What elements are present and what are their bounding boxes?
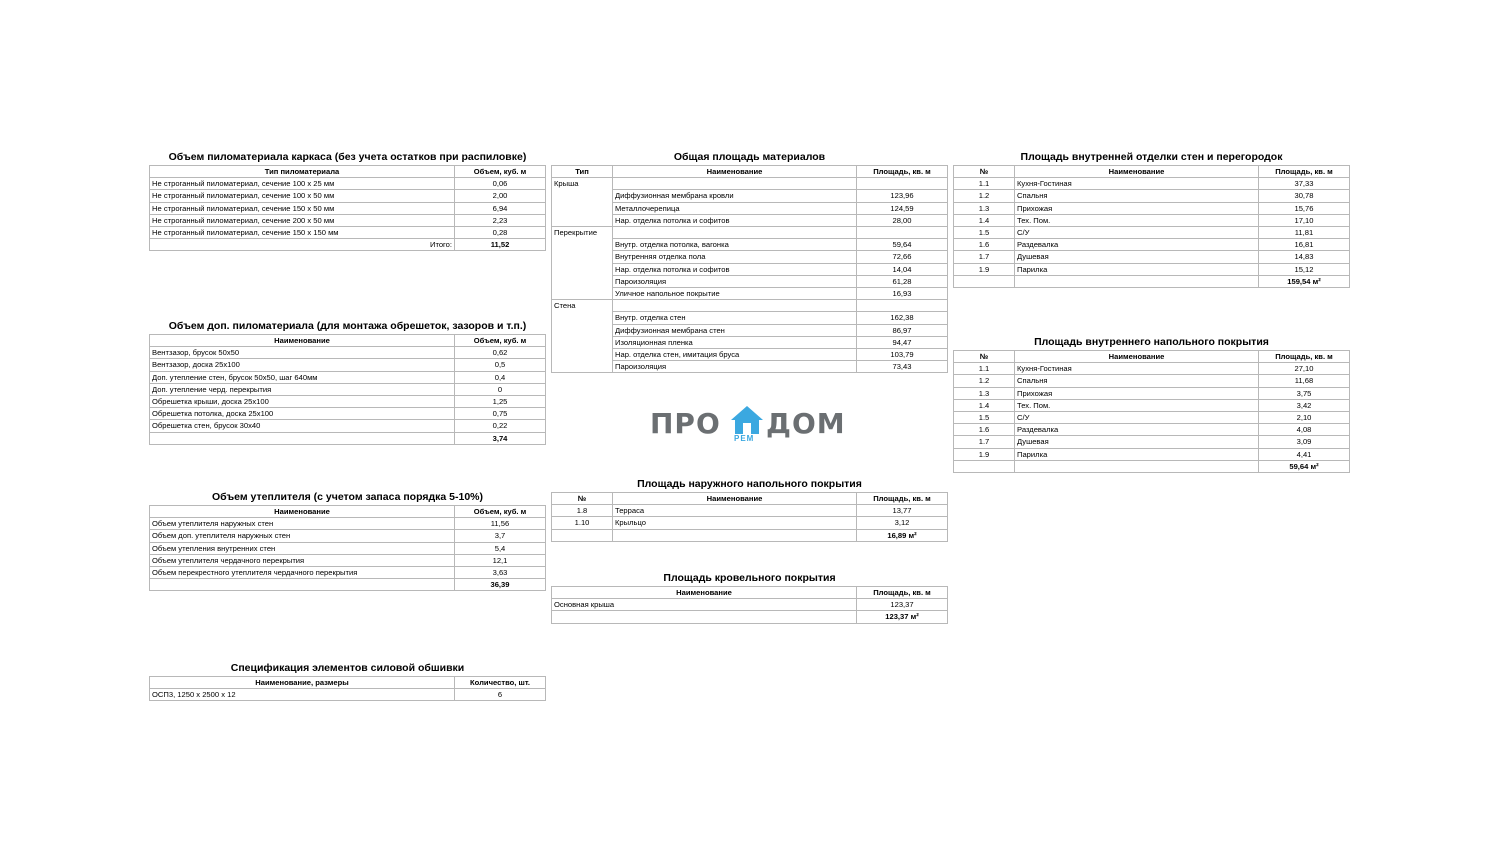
total-row [150,432,546,444]
group-type: Крыша [552,178,613,190]
total-value: 16,89 м² [857,529,948,541]
table-row: Основная крыша 123,37 [552,599,948,611]
column-header: № [552,493,613,505]
column-header: Наименование [150,506,455,518]
table-row: Пароизоляция 61,28 [552,275,948,287]
column-header: Площадь, кв. м [857,587,948,599]
table-row: Не строганный пиломатериал, сечение 150 х 150 мм 0,28 [150,227,546,239]
table-row: Внутр. отделка стен 162,38 [552,312,948,324]
extra-volume-table [149,334,546,445]
table-row: Доп. утепление черд. перекрытия 0 [150,383,546,395]
total-value: 36,39 [455,579,546,591]
table-row: Объем перекрестного утеплителя чердачного перекрытия 3,63 [150,567,546,579]
sheathing-table [149,676,546,701]
total-value: 123,37 м² [857,611,948,623]
table-row: 1.4 Тех. Пом. 17,10 [954,214,1350,226]
table-row: Объем доп. утеплителя наружных стен 3,7 [150,530,546,542]
logo-text-sub: РЕМ [734,434,755,443]
column-header: Площадь, кв. м [1259,166,1350,178]
table-row: ОСП3, 1250 х 2500 х 12 6 [150,689,546,701]
materials-table [551,165,948,373]
column-header: Наименование [613,166,857,178]
total-value: 59,64 м² [1259,460,1350,472]
column-header: Наименование [1015,351,1259,363]
column-header: Количество, шт. [455,677,546,689]
roof-title: Площадь кровельного покрытия [663,572,836,584]
table-row: 1.9 Парилка 4,41 [954,448,1350,460]
table-row: 1.7 Душевая 14,83 [954,251,1350,263]
table-row: Диффузионная мембрана стен 86,97 [552,324,948,336]
table-row: 1.9 Парилка 15,12 [954,263,1350,275]
column-header: Тип [552,166,613,178]
table-row: Не строганный пиломатериал, сечение 200 х 50 мм 2,23 [150,214,546,226]
column-header: Объем, куб. м [455,506,546,518]
table-row: Уличное напольное покрытие 16,93 [552,288,948,300]
total-value: 11,52 [455,239,546,251]
group-row [552,227,948,239]
table-row: 1.7 Душевая 3,09 [954,436,1350,448]
prodom-logo [650,405,850,445]
insulation-table [149,505,546,591]
extra-volume-block [149,320,546,445]
column-header: Наименование [150,335,455,347]
inner-walls-title: Площадь внутренней отделки стен и перегородок [1020,151,1283,163]
table-row: 1.1 Кухня-Гостиная 27,10 [954,363,1350,375]
table-row: Объем утепления внутренних стен 5,4 [150,542,546,554]
table-row: Внутренняя отделка пола 72,66 [552,251,948,263]
table-row: 1.3 Прихожая 15,76 [954,202,1350,214]
table-row: Пароизоляция 73,43 [552,361,948,373]
total-value: 3,74 [455,432,546,444]
table-row: Не строганный пиломатериал, сечение 100 х 25 мм 0,06 [150,178,546,190]
inner-floor-table [953,350,1350,473]
table-row: Объем утеплителя чердачного перекрытия 12,1 [150,554,546,566]
inner-floor-block [953,336,1350,473]
table-row: 1.5 С/У 2,10 [954,412,1350,424]
total-label: Итого: [150,239,455,251]
column-header: Площадь, кв. м [857,493,948,505]
table-row: Нар. отделка стен, имитация бруса 103,79 [552,349,948,361]
roof-block [551,572,948,624]
column-header: Объем, куб. м [455,335,546,347]
table-row: Обрешетка крыши, доска 25х100 1,25 [150,396,546,408]
logo-text-right: ДОМ [766,407,846,440]
logo-text-left: ПРО [650,407,721,440]
outer-floor-title: Площадь наружного напольного покрытия [637,478,862,490]
extra-volume-title: Объем доп. пиломатериала (для монтажа обрешеток, зазоров и т.п.) [168,320,527,332]
table-row: Не строганный пиломатериал, сечение 100 х 50 мм 2,00 [150,190,546,202]
group-type: Перекрытие [552,227,613,239]
group-row [552,178,948,190]
table-row: Не строганный пиломатериал, сечение 150 х 50 мм 6,94 [150,202,546,214]
column-header: № [954,351,1015,363]
outer-floor-table [551,492,948,542]
table-row: Доп. утепление стен, брусок 50х50, шаг 640мм 0,4 [150,371,546,383]
outer-floor-block [551,478,948,542]
total-row [552,529,948,541]
frame-volume-title: Объем пиломатериала каркаса (без учета остатков при распиловке) [168,151,527,163]
table-row: 1.1 Кухня-Гостиная 37,33 [954,178,1350,190]
column-header: Тип пиломатериала [150,166,455,178]
table-row: 1.3 Прихожая 3,75 [954,387,1350,399]
column-header: Наименование [1015,166,1259,178]
table-row: 1.4 Тех. Пом. 3,42 [954,399,1350,411]
table-row: Нар. отделка потолка и софитов 14,04 [552,263,948,275]
sheathing-title: Спецификация элементов силовой обшивки [230,662,465,674]
group-row [552,300,948,312]
inner-walls-block [953,151,1350,288]
table-row: Вентзазор, брусок 50х50 0,62 [150,347,546,359]
inner-walls-table [953,165,1350,288]
table-row: Изоляционная пленка 94,47 [552,336,948,348]
table-row: Объем утеплителя наружных стен 11,56 [150,518,546,530]
table-row: Обрешетка потолка, доска 25х100 0,75 [150,408,546,420]
total-row [954,460,1350,472]
sheathing-block [149,662,546,701]
column-header: Площадь, кв. м [857,166,948,178]
table-row: 1.6 Раздевалка 4,08 [954,424,1350,436]
insulation-title: Объем утеплителя (с учетом запаса порядка 5-10%) [211,491,484,503]
column-header: Наименование [552,587,857,599]
column-header: Объем, куб. м [455,166,546,178]
materials-title: Общая площадь материалов [673,151,826,163]
frame-volume-block [149,151,546,251]
total-row [954,275,1350,287]
column-header: № [954,166,1015,178]
table-row: Диффузионная мембрана кровли 123,96 [552,190,948,202]
total-value: 159,54 м² [1259,275,1350,287]
table-row: 1.2 Спальня 11,68 [954,375,1350,387]
total-row [150,239,546,251]
column-header: Наименование [613,493,857,505]
roof-table [551,586,948,624]
materials-block [551,151,948,373]
inner-floor-title: Площадь внутреннего напольного покрытия [1034,336,1269,348]
table-row: Металлочерепица 124,59 [552,202,948,214]
column-header: Площадь, кв. м [1259,351,1350,363]
frame-volume-table [149,165,546,251]
table-row: Внутр. отделка потолка, вагонка 59,64 [552,239,948,251]
table-row: Нар. отделка потолка и софитов 28,00 [552,214,948,226]
table-row: 1.2 Спальня 30,78 [954,190,1350,202]
group-type: Стена [552,300,613,312]
column-header: Наименование, размеры [150,677,455,689]
total-row [552,611,948,623]
table-row: Обрешетка стен, брусок 30х40 0,22 [150,420,546,432]
insulation-block [149,491,546,591]
house-icon [730,405,764,435]
table-row: Вентзазор, доска 25х100 0,5 [150,359,546,371]
table-row: 1.6 Раздевалка 16,81 [954,239,1350,251]
total-row [150,579,546,591]
table-row: 1.10 Крыльцо 3,12 [552,517,948,529]
table-row: 1.5 С/У 11,81 [954,227,1350,239]
table-row: 1.8 Терраса 13,77 [552,505,948,517]
